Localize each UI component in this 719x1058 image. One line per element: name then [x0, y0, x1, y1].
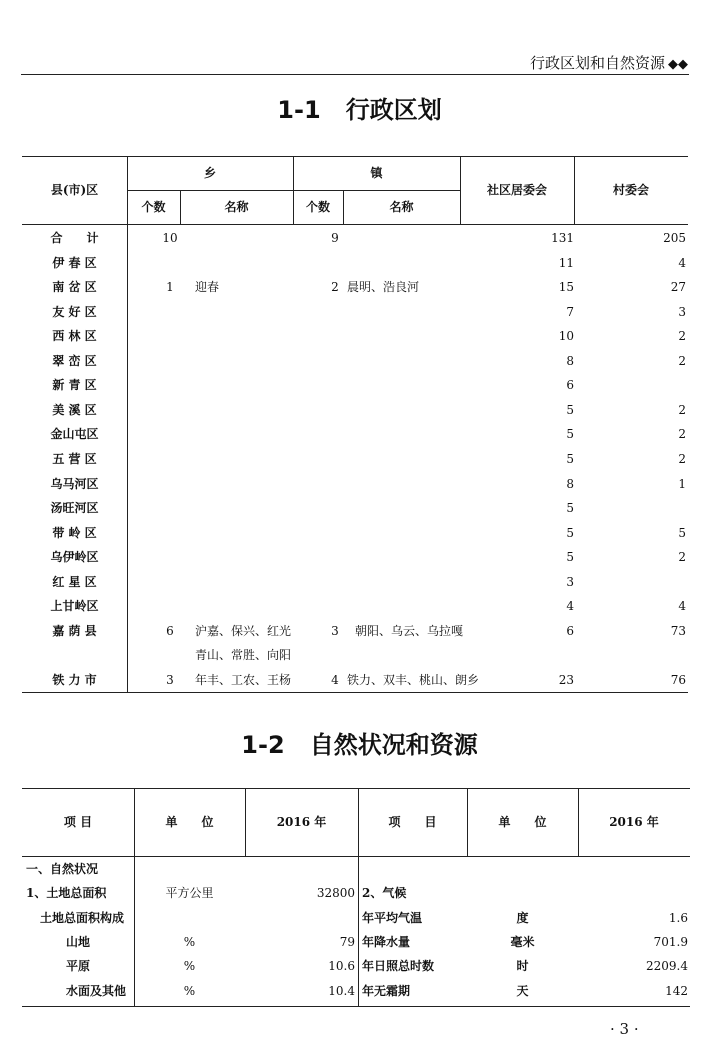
table2-left-value: 10.6	[328, 959, 355, 974]
table1-cell-village: 2	[678, 451, 686, 466]
table1-cell-zhen-count: 9	[331, 231, 339, 245]
table1-cell-region: 汤旺河区	[50, 501, 99, 516]
table2-right-item: 年平均气温	[362, 910, 423, 925]
table2-right-unit: 天	[516, 983, 529, 998]
table1-cell-community: 6	[566, 378, 574, 393]
table1-cell-community: 131	[551, 231, 574, 245]
table1-header-township-name: 名称	[224, 200, 249, 214]
table1-cell-community: 6	[566, 623, 574, 638]
table1-cell-zhen-names: 朝阳、乌云、乌拉嘎	[355, 623, 464, 638]
table1-cell-xiang-count: 1	[166, 280, 174, 295]
table2-bottom-border	[22, 1006, 690, 1007]
table2-left-value: 79	[339, 934, 355, 949]
table1-cell-region: 新 青 区	[52, 378, 97, 393]
table1-cell-community: 23	[558, 672, 574, 687]
table1-cell-region: 西 林 区	[52, 329, 97, 344]
table1-header-township-count: 个数	[141, 200, 166, 214]
table1-cell-village: 2	[678, 329, 686, 344]
table2-left-unit: 平方公里	[165, 886, 214, 901]
table1-cell-community: 4	[566, 599, 574, 614]
table1-cell-region: 红 星 区	[52, 574, 97, 589]
table2-header-item-left: 项 目	[63, 815, 93, 829]
table1-cell-community: 15	[558, 280, 574, 295]
table1-cell-region: 翠 峦 区	[52, 353, 97, 368]
table1-cell-region: 友 好 区	[52, 304, 97, 319]
table1-cell-community: 5	[566, 402, 574, 417]
table1-cell-community: 3	[566, 574, 574, 589]
table1-cell-region: 合 计	[50, 231, 99, 245]
table2-title: 1-2 自然状况和资源	[241, 731, 478, 759]
table1-cell-region: 南 岔 区	[52, 280, 97, 295]
table2-left-value: 10.4	[328, 983, 355, 998]
table1-cell-community: 5	[566, 451, 574, 466]
table1-cell-community: 5	[566, 525, 574, 540]
table2-right-value: 142	[665, 983, 688, 998]
table1-header-town-count: 个数	[305, 200, 330, 214]
table1-cell-village: 2	[678, 427, 686, 442]
table1-cell-region: 五 营 区	[52, 451, 97, 466]
table2-left-item: 水面及其他	[66, 983, 127, 998]
table1-cell-region: 乌伊岭区	[50, 550, 99, 565]
table1-cell-region: 乌马河区	[50, 476, 99, 491]
table1-cell-village: 205	[663, 231, 686, 245]
table1-cell-xiang-names: 沪嘉、保兴、红光	[195, 623, 292, 638]
table1-cell-zhen-count: 2	[331, 280, 339, 295]
table1-cell-village: 2	[678, 353, 686, 368]
table2-header-bottom-border	[22, 856, 690, 857]
table1-cell-village: 1	[678, 476, 686, 491]
page-number: · 3 ·	[610, 1020, 639, 1038]
table1-cell-village: 27	[670, 280, 686, 295]
table1-cell-village: 3	[678, 304, 686, 319]
table2-left-value: 32800	[316, 886, 355, 901]
table1-cell-community: 10	[558, 329, 574, 344]
diamond-ornament-icon: ◆◆	[668, 57, 688, 72]
table2-left-item: 一、自然状况	[26, 862, 99, 876]
table1-cell-zhen-names: 铁力、双丰、桃山、朗乡	[347, 672, 480, 687]
table1-cell-village: 2	[678, 550, 686, 565]
table2-right-value: 2209.4	[646, 959, 688, 974]
table1-cell-village: 2	[678, 402, 686, 417]
table1-header-region: 县(市)区	[50, 183, 99, 197]
table2-header-year-left: 2016 年	[276, 815, 327, 829]
running-header-text: 行政区划和自然资源	[529, 54, 665, 72]
table2-left-item: 山地	[66, 934, 91, 949]
table1-cell-community: 7	[566, 304, 574, 319]
table1-cell-village: 76	[670, 672, 686, 687]
table1-cell-community: 8	[566, 353, 574, 368]
table2-left-item: 平原	[66, 959, 91, 974]
table2-header-item-right: 项 目	[388, 815, 437, 829]
table1-cell-region: 美 溪 区	[52, 402, 97, 417]
table1-cell-community: 11	[558, 255, 574, 270]
table2-right-unit: 度	[516, 910, 529, 925]
table1-cell-zhen-count: 4	[331, 672, 339, 687]
table1-cell-region: 嘉 荫 县	[52, 623, 97, 638]
table2-top-border	[22, 788, 690, 789]
table2-left-unit: %	[183, 934, 196, 949]
table1-cell-region: 金山屯区	[50, 427, 99, 442]
table1-cell-zhen-count: 3	[331, 623, 339, 638]
table2-left-item: 土地总面积构成	[40, 910, 125, 925]
table1-header-bottom-border	[22, 224, 688, 225]
table2-header-unit-right: 单 位	[498, 815, 547, 829]
table2-right-item: 2、气候	[362, 886, 407, 901]
table1-cell-community: 5	[566, 427, 574, 442]
table1-cell-community: 5	[566, 550, 574, 565]
table1-cell-xiang-count: 10	[162, 231, 178, 245]
table2-right-item: 年日照总时数	[362, 959, 435, 974]
table1-header-community: 社区居委会	[486, 183, 547, 197]
table1-header-township: 乡	[203, 166, 216, 180]
table2-left-unit: %	[183, 983, 196, 998]
table1-cell-xiang-names: 青山、常胜、向阳	[195, 648, 292, 663]
table1-cell-xiang-count: 3	[166, 672, 174, 687]
table1-cell-xiang-names: 年丰、工农、王杨	[195, 672, 292, 687]
table1-bottom-border	[22, 692, 688, 693]
table1-cell-village: 5	[678, 525, 686, 540]
table1-cell-region: 带 岭 区	[52, 525, 97, 540]
table1-header-village: 村委会	[612, 183, 649, 197]
table2-right-item: 年降水量	[362, 934, 411, 949]
table1-header-town-name: 名称	[389, 200, 414, 214]
table1-cell-xiang-count: 6	[166, 623, 174, 638]
table2-right-unit: 毫米	[510, 934, 535, 949]
table2-header-year-right: 2016 年	[609, 815, 659, 829]
table2-right-item: 年无霜期	[362, 983, 411, 998]
table2-right-value: 701.9	[653, 934, 688, 949]
table1-cell-zhen-names: 晨明、浩良河	[347, 280, 420, 295]
table2-right-value: 1.6	[668, 910, 688, 925]
table1-title: 1-1 行政区划	[277, 96, 442, 124]
table1-header-town: 镇	[370, 166, 383, 180]
table1-cell-region: 上甘岭区	[50, 599, 99, 614]
running-header	[470, 52, 688, 73]
table1-col-divider	[127, 156, 128, 692]
table2-header-unit-left: 单 位	[165, 815, 214, 829]
table1-cell-village: 4	[678, 255, 686, 270]
table2-left-item: 1、土地总面积	[26, 886, 107, 901]
table1-cell-village: 4	[678, 599, 686, 614]
table1-cell-region: 伊 春 区	[52, 255, 97, 270]
table1-cell-xiang-names: 迎春	[195, 280, 220, 295]
table1-cell-community: 8	[566, 476, 574, 491]
header-rule	[21, 74, 689, 75]
table2-right-unit: 时	[516, 959, 529, 974]
table1-top-border	[22, 156, 688, 157]
table1-cell-community: 5	[566, 501, 574, 516]
table1-cell-village: 73	[670, 623, 686, 638]
table1-cell-region: 铁 力 市	[52, 672, 97, 687]
table2-left-unit: %	[183, 959, 196, 974]
